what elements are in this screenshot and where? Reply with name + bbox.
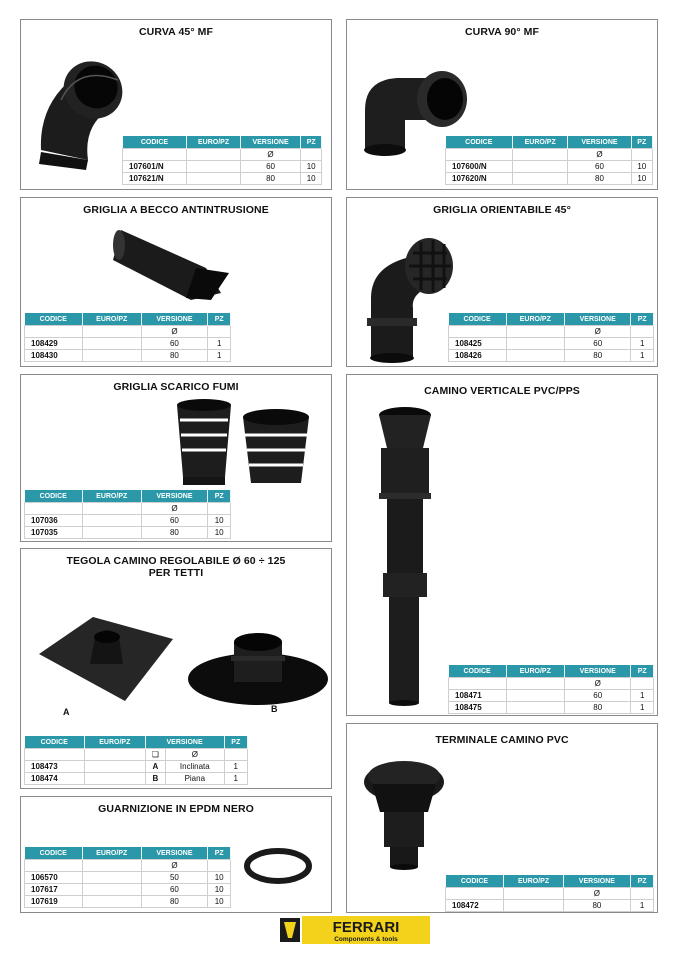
panel-title-line2: PER TETTI (148, 567, 204, 579)
product-table (24, 313, 231, 362)
table-cell (506, 326, 564, 338)
product-table (445, 875, 654, 912)
table-cell (631, 888, 654, 900)
table-cell (208, 326, 231, 338)
table-cell (504, 900, 563, 912)
table-row (25, 515, 231, 527)
table-row (25, 884, 231, 896)
table-cell (82, 872, 141, 884)
table-header-cell: PZ (631, 313, 654, 326)
col-versione: VERSIONE (240, 136, 301, 149)
table-cell (82, 503, 141, 515)
product-table (24, 736, 248, 785)
table-cell: 60 (240, 161, 301, 173)
table-header-cell: EURO/PZ (84, 736, 145, 749)
product-image-guarnizione (243, 845, 313, 887)
panel-griglia-becco (20, 197, 332, 367)
table-cell (25, 860, 83, 872)
table-cell: 1 (208, 350, 231, 362)
table-cell: Ø (564, 326, 631, 338)
table-row (449, 313, 654, 326)
table-row (25, 490, 231, 503)
ferrari-logo (280, 915, 432, 945)
product-image-griglia-orientabile (361, 228, 461, 363)
product-image-camino-verticale (367, 403, 447, 713)
table-cell: 107035 (25, 527, 83, 539)
product-table (24, 490, 231, 539)
table-row (25, 503, 231, 515)
table-cell: 1 (224, 773, 247, 785)
table-cell: 80 (240, 173, 301, 185)
table-row (449, 350, 654, 362)
table-header-cell: VERSIONE (563, 875, 630, 888)
panel-terminale (346, 723, 658, 913)
table-row (25, 896, 231, 908)
table-header-cell: PZ (631, 136, 652, 149)
table-cell: 108472 (446, 900, 504, 912)
table-cell (208, 503, 231, 515)
table-header-cell: CODICE (446, 136, 513, 149)
table-cell: 108430 (25, 350, 83, 362)
product-table (24, 847, 231, 908)
table-row (449, 690, 654, 702)
table-row (446, 173, 653, 185)
table-cell (208, 860, 231, 872)
table-cell: B (145, 773, 165, 785)
panel-tegola (20, 548, 332, 789)
table-header-cell: CODICE (449, 665, 507, 678)
table-cell (187, 149, 240, 161)
panel-curva-90 (346, 19, 658, 190)
table-cell: 60 (568, 161, 631, 173)
table-cell: 80 (564, 350, 631, 362)
table-header-cell: PZ (208, 847, 231, 860)
table-cell (25, 749, 85, 761)
table-header-cell: EURO/PZ (506, 313, 564, 326)
table-cell (123, 149, 187, 161)
table-cell: 10 (208, 515, 231, 527)
product-table (448, 313, 654, 362)
table-header-cell: CODICE (446, 875, 504, 888)
table-row (25, 350, 231, 362)
table-cell (82, 338, 141, 350)
product-table (445, 136, 653, 185)
table-cell: Ø (141, 326, 208, 338)
panel-title: TERMINALE CAMINO PVC (435, 734, 569, 746)
table-row (449, 338, 654, 350)
table-cell: 10 (631, 173, 652, 185)
table-cell (504, 888, 563, 900)
table-cell: 10 (208, 884, 231, 896)
label-a: A (63, 707, 70, 717)
table-cell: 60 (141, 884, 208, 896)
table-header-cell: EURO/PZ (504, 875, 563, 888)
panel-title-line1: TEGOLA CAMINO REGOLABILE Ø 60 ÷ 125 (66, 555, 286, 567)
table-row (449, 326, 654, 338)
table-cell (84, 761, 145, 773)
table-cell (82, 326, 141, 338)
table-header-cell: VERSIONE (568, 136, 631, 149)
table-header-cell: EURO/PZ (82, 490, 141, 503)
table-cell (82, 884, 141, 896)
table-cell: 10 (208, 872, 231, 884)
col-europz: EURO/PZ (187, 136, 240, 149)
table-cell: 50 (141, 872, 208, 884)
col-pz: PZ (301, 136, 322, 149)
table-cell (187, 161, 240, 173)
table-header-cell: EURO/PZ (82, 313, 141, 326)
table-cell: 108429 (25, 338, 83, 350)
table-header-cell: EURO/PZ (82, 847, 141, 860)
table-row (449, 678, 654, 690)
table-row (25, 847, 231, 860)
table-cell: 10 (301, 161, 322, 173)
table-cell: Ø (564, 678, 631, 690)
panel-title: GRIGLIA ORIENTABILE 45° (433, 204, 571, 216)
table-cell: 108473 (25, 761, 85, 773)
table-cell: 80 (563, 900, 630, 912)
table-cell: 80 (568, 173, 631, 185)
table-header-cell: EURO/PZ (506, 665, 564, 678)
table-cell: 106570 (25, 872, 83, 884)
table-header-cell: PZ (224, 736, 247, 749)
table-row (446, 136, 653, 149)
table-cell: 80 (564, 702, 631, 714)
table-cell (631, 678, 654, 690)
table-cell (506, 702, 564, 714)
table-cell: 1 (631, 338, 654, 350)
table-cell: 10 (208, 527, 231, 539)
table-header-cell: CODICE (25, 490, 83, 503)
table-cell (25, 503, 83, 515)
table-header-cell: CODICE (25, 847, 83, 860)
table-header-cell: CODICE (25, 736, 85, 749)
table-cell: 1 (631, 350, 654, 362)
table-row (25, 872, 231, 884)
panel-title: GRIGLIA SCARICO FUMI (113, 381, 239, 393)
table-row (25, 761, 248, 773)
table-row (449, 665, 654, 678)
table-cell (82, 350, 141, 362)
panel-title: GUARNIZIONE IN EPDM NERO (98, 803, 254, 815)
table-row (25, 860, 231, 872)
table-cell (449, 678, 507, 690)
logo-tagline-text: Components & tools (334, 936, 398, 943)
table-header-cell: CODICE (449, 313, 507, 326)
panel-guarnizione (20, 796, 332, 913)
label-b: B (271, 704, 278, 714)
table-cell: 1 (224, 761, 247, 773)
table-header-cell: CODICE (25, 313, 83, 326)
table-header-cell: PZ (631, 875, 654, 888)
col-codice: CODICE (123, 136, 187, 149)
table-cell: 108474 (25, 773, 85, 785)
product-image-tegola-a (35, 609, 175, 704)
table-cell: Ø (568, 149, 631, 161)
table-header-cell: VERSIONE (145, 736, 224, 749)
table-cell: 107621/N (123, 173, 187, 185)
table-row (123, 136, 322, 149)
table-cell (25, 326, 83, 338)
panel-griglia-orientabile (346, 197, 658, 367)
table-row (446, 888, 654, 900)
table-header-cell: VERSIONE (141, 313, 208, 326)
table-cell (82, 896, 141, 908)
table-row (123, 149, 322, 161)
square-symbol: ❏ (145, 749, 165, 761)
table-cell: 107617 (25, 884, 83, 896)
table-cell: 108426 (449, 350, 507, 362)
logo-brand-text: FERRARI (332, 919, 400, 936)
table-row (446, 149, 653, 161)
product-image-tegola-b (186, 624, 331, 709)
table-cell: 1 (631, 702, 654, 714)
table-cell (506, 678, 564, 690)
table-header-cell: EURO/PZ (513, 136, 568, 149)
table-cell: 60 (564, 690, 631, 702)
table-cell: 1 (208, 338, 231, 350)
product-image-griglia-scarico (171, 395, 321, 495)
table-cell: 80 (141, 527, 208, 539)
table-cell (631, 326, 654, 338)
table-cell (84, 749, 145, 761)
table-cell: A (145, 761, 165, 773)
table-header-cell: VERSIONE (141, 847, 208, 860)
table-cell: Ø (563, 888, 630, 900)
table-header-cell: VERSIONE (564, 313, 631, 326)
table-cell: 10 (301, 173, 322, 185)
panel-griglia-scarico (20, 374, 332, 542)
table-cell (513, 149, 568, 161)
panel-camino-verticale (346, 374, 658, 716)
table-cell: 108425 (449, 338, 507, 350)
product-image-griglia-becco (111, 218, 241, 303)
table-cell: 80 (141, 350, 208, 362)
table-cell (446, 149, 513, 161)
table-cell (449, 326, 507, 338)
table-cell: Ø (141, 503, 208, 515)
table-row (123, 173, 322, 185)
panel-title: CURVA 90° MF (464, 26, 540, 38)
panel-title: CURVA 45° MF (138, 26, 214, 38)
table-row (25, 313, 231, 326)
table-cell (446, 888, 504, 900)
phi-symbol: Ø (240, 149, 301, 161)
table-cell (82, 527, 141, 539)
table-cell: 108471 (449, 690, 507, 702)
table-cell: Piana (166, 773, 224, 785)
table-cell: 107620/N (446, 173, 513, 185)
table-cell (631, 149, 652, 161)
table-cell: 107036 (25, 515, 83, 527)
table-cell (506, 350, 564, 362)
panel-title: CAMINO VERTICALE PVC/PPS (424, 385, 580, 397)
table-cell: 108475 (449, 702, 507, 714)
table-cell (513, 173, 568, 185)
table-header-cell: PZ (208, 313, 231, 326)
product-image-terminale (362, 754, 447, 874)
table-cell: 10 (631, 161, 652, 173)
table-cell: 1 (631, 900, 654, 912)
table-cell (82, 860, 141, 872)
table-cell: 80 (141, 896, 208, 908)
table-cell: Ø (141, 860, 208, 872)
table-cell (84, 773, 145, 785)
table-row (25, 527, 231, 539)
table-cell: 107601/N (123, 161, 187, 173)
table-cell: 107600/N (446, 161, 513, 173)
panel-curva-45 (20, 19, 332, 190)
table-cell (301, 149, 322, 161)
table-cell (187, 173, 240, 185)
table-row (25, 773, 248, 785)
table-cell (506, 338, 564, 350)
table-header-cell: VERSIONE (564, 665, 631, 678)
table-cell (513, 161, 568, 173)
table-row (446, 875, 654, 888)
table-header-cell: PZ (631, 665, 654, 678)
table-row (449, 702, 654, 714)
panel-title: GRIGLIA A BECCO ANTINTRUSIONE (83, 204, 269, 216)
product-table (448, 665, 654, 714)
table-cell (82, 515, 141, 527)
table-cell: 107619 (25, 896, 83, 908)
table-row (446, 900, 654, 912)
table-cell (506, 690, 564, 702)
table-cell (224, 749, 247, 761)
table-header-cell: VERSIONE (141, 490, 208, 503)
table-row (123, 161, 322, 173)
table-cell: 60 (141, 515, 208, 527)
table-cell: 60 (141, 338, 208, 350)
table-cell: Ø (166, 749, 224, 761)
table-header-cell: PZ (208, 490, 231, 503)
table-cell: 60 (564, 338, 631, 350)
table-row (25, 326, 231, 338)
product-table (122, 136, 322, 185)
table-row (25, 749, 248, 761)
table-row (25, 338, 231, 350)
table-cell: 10 (208, 896, 231, 908)
table-cell: 1 (631, 690, 654, 702)
table-row (446, 161, 653, 173)
table-cell: Inclinata (166, 761, 224, 773)
table-row (25, 736, 248, 749)
